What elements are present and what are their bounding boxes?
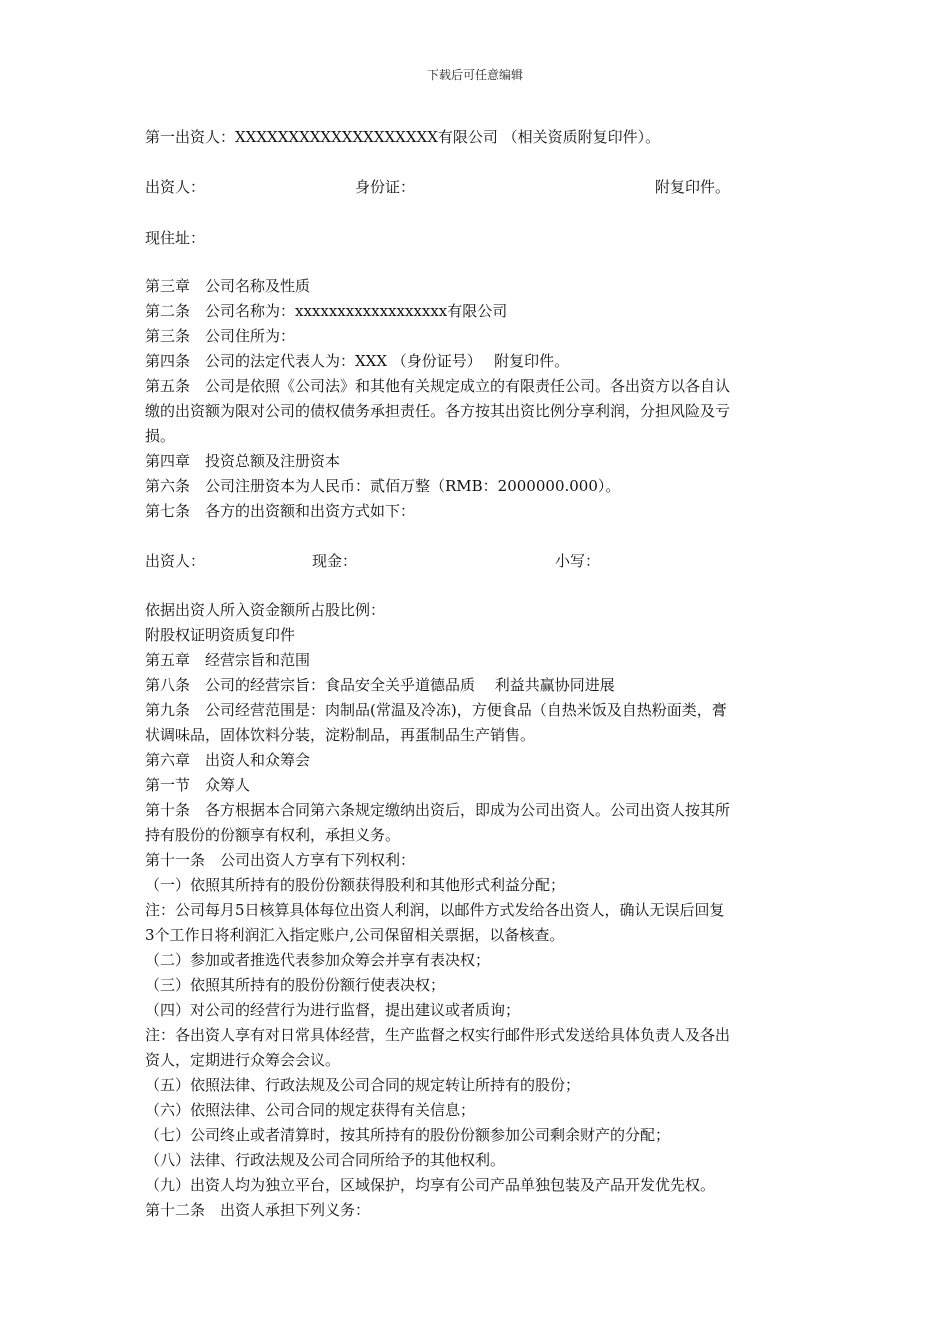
capital-investor-label: 出资人：: [145, 552, 206, 570]
text-line: 第四章 投资总额及注册资本: [145, 452, 341, 470]
text-line: 第七条 各方的出资额和出资方式如下：: [145, 502, 416, 520]
text-line: 第四条 公司的法定代表人为：XXX （身份证号） 附复印件。: [145, 352, 570, 370]
text-line: （七）公司终止或者清算时，按其所持有的股份份额参加公司剩余财产的分配；: [145, 1126, 671, 1144]
id-card-label: 身份证：: [355, 178, 416, 196]
text-line: 第十条 各方根据本合同第六条规定缴纳出资后，即成为公司出资人。公司出资人按其所: [145, 801, 731, 819]
small-amount-label: 小写：: [555, 552, 601, 570]
copy-attached-label: 附复印件。: [655, 178, 731, 196]
text-line: 注：公司每月5日核算具体每位出资人利润，以邮件方式发给各出资人，确认无误后回复: [145, 901, 725, 919]
text-line: （五）依照法律、行政法规及公司合同的规定转让所持有的股份；: [145, 1076, 581, 1094]
text-line: 3个工作日将利润汇入指定账户,公司保留相关票据，以备核查。: [145, 926, 565, 944]
text-line: 附股权证明资质复印件: [145, 626, 296, 644]
text-line: （二）参加或者推选代表参加众筹会并享有表决权；: [145, 951, 491, 969]
text-line: 第五条 公司是依照《公司法》和其他有关规定成立的有限责任公司。各出资方以各自认: [145, 377, 731, 395]
text-line: 第六条 公司注册资本为人民币：贰佰万整（RMB：2000000.000）。: [145, 477, 621, 495]
first-investor-line: 第一出资人：XXXXXXXXXXXXXXXXXXX有限公司 （相关资质附复印件）。: [145, 128, 661, 146]
text-line: （六）依照法律、公司合同的规定获得有关信息；: [145, 1101, 476, 1119]
text-line: （三）依照其所持有的股份份额行使表决权；: [145, 976, 446, 994]
text-line: 依据出资人所入资金额所占股比例：: [145, 601, 386, 619]
text-line: 第十二条 出资人承担下列义务：: [145, 1201, 371, 1219]
text-line: 第二条 公司名称为：xxxxxxxxxxxxxxxxxx有限公司: [145, 302, 508, 320]
text-line: （八）法律、行政法规及公司合同所给予的其他权利。: [145, 1151, 506, 1169]
text-line: 第六章 出资人和众筹会: [145, 751, 311, 769]
text-line: 状调味品，固体饮料分装，淀粉制品，再蛋制品生产销售。: [145, 726, 536, 744]
text-line: （一）依照其所持有的股份份额获得股利和其他形式利益分配；: [145, 876, 566, 894]
text-line: 损。: [145, 427, 176, 445]
text-line: （四）对公司的经营行为进行监督，提出建议或者质询；: [145, 1001, 521, 1019]
text-line: 第三章 公司名称及性质: [145, 277, 311, 295]
text-line: （九）出资人均为独立平台，区域保护，均享有公司产品单独包装及产品开发优先权。: [145, 1176, 716, 1194]
investor-label: 出资人：: [145, 178, 206, 196]
text-line: 第三条 公司住所为：: [145, 327, 296, 345]
text-line: 第一节 众筹人: [145, 776, 251, 794]
text-line: 第九条 公司经营范围是：肉制品(常温及冷冻)，方便食品（自热米饭及自热粉面类，膏: [145, 701, 727, 719]
text-line: 缴的出资额为限对公司的债权债务承担责任。各方按其出资比例分享利润，分担风险及亏: [145, 402, 731, 420]
text-line: 注：各出资人享有对日常具体经营，生产监督之权实行邮件形式发送给具体负责人及各出: [145, 1026, 731, 1044]
text-line: 资人，定期进行众筹会会议。: [145, 1051, 341, 1069]
text-line: 第十一条 公司出资人方享有下列权利：: [145, 851, 416, 869]
text-line: 第五章 经营宗旨和范围: [145, 651, 311, 669]
cash-label: 现金：: [312, 552, 358, 570]
text-line: 持有股份的份额享有权利，承担义务。: [145, 826, 401, 844]
address-label: 现住址：: [145, 229, 206, 247]
page-header: 下载后可任意编辑: [426, 68, 523, 82]
text-line: 第八条 公司的经营宗旨：食品安全关乎道德品质 利益共赢协同进展: [145, 676, 615, 694]
